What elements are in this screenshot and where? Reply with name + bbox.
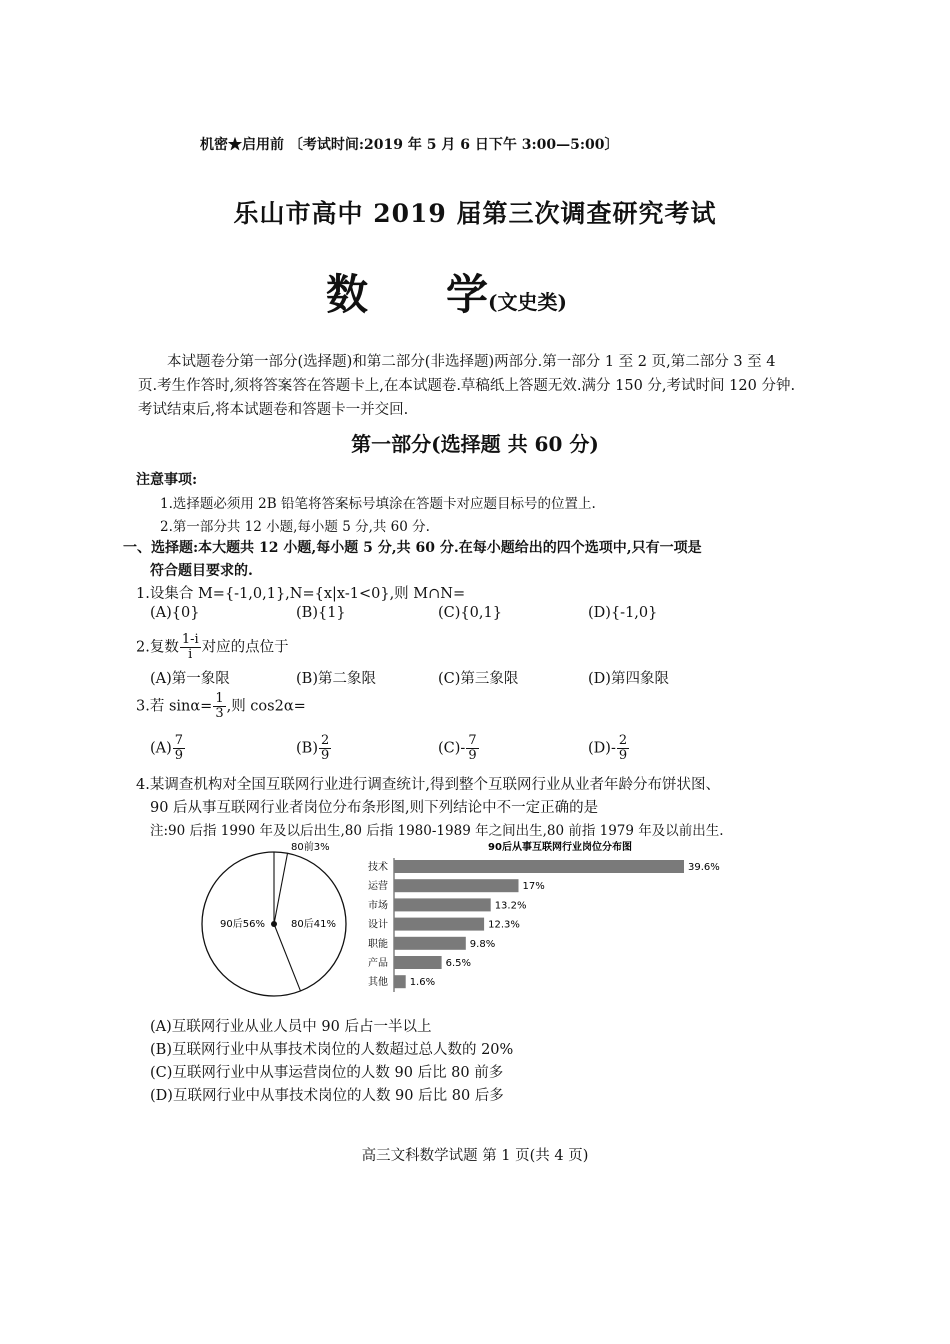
q4-stem-line2: 90 后从事互联网行业者岗位分布条形图,则下列结论中不一定正确的是 [150,800,599,816]
q3-stem-pre: 3.若 sinα= [136,698,213,715]
q3-option-a [150,734,186,763]
bar-6 [394,975,406,988]
notice-heading: 注意事项: [136,472,198,488]
bar-value-label: 39.6% [688,862,720,873]
q3-d-label: (D)- [588,740,616,757]
bar-0 [394,860,684,873]
bar-category-label: 技术 [368,862,388,873]
bar-value-label: 6.5% [445,958,472,969]
q3-d-fraction [617,734,629,763]
pie-label-90: 90后56% [220,919,265,930]
bar-value-label: 9.8% [469,938,496,950]
job-bar-chart [360,838,760,998]
bar-value-label: 12.3% [488,919,520,931]
q3-a-den: 9 [174,748,184,763]
q4-option-a: (A)互联网行业从业人员中 90 后占一半以上 [150,1019,432,1035]
bar-1 [394,879,519,892]
bar-2 [394,898,491,911]
q4-stem-line1: 4.某调查机构对全国互联网行业进行调查统计,得到整个互联网行业从业者年龄分布饼状图、 [136,777,720,793]
q3-frac-num: 1 [215,691,224,706]
q3-option-d [588,734,630,763]
q2-stem-pre: 2.复数 [136,639,179,656]
bar-category-label: 产品 [368,958,388,969]
bar-category-label: 其他 [368,977,388,989]
pie-center-dot [271,921,277,927]
part1-title: 第一部分(选择题 共 60 分) [351,432,599,456]
bar-category-label: 运营 [368,881,388,893]
q3-a-fraction [173,734,185,763]
bar-5 [394,956,442,969]
q2-fraction [180,633,201,662]
section-instructions-line2: 符合题目要求的. [150,563,253,579]
subject-title [326,262,567,322]
bar-value-label: 1.6% [409,977,436,989]
q1-option-a: (A){0} [150,605,200,621]
q3-b-den: 9 [320,748,330,763]
pie-label-80: 80后41% [291,919,336,930]
q2-option-d: (D)第四象限 [588,671,669,687]
q4-note: 注:90 后指 1990 年及以后出生,80 后指 1980-1989 年之间出生,80 前指 1979 年及以前出生. [150,823,724,839]
q2-option-a: (A)第一象限 [150,671,230,687]
subject-type: (文史类) [488,290,567,314]
q2-option-c: (C)第三象限 [438,671,519,687]
bar-value-label: 17% [522,881,545,893]
notice-item-1: 1.选择题必须用 2B 铅笔将答案标号填涂在答题卡对应题目标号的位置上. [160,496,596,512]
pie-boundary-1 [274,853,288,924]
bar-3 [394,918,484,931]
q3-frac-den: 3 [215,706,224,721]
q2-stem-post: 对应的点位于 [201,639,289,656]
pie-label-80qian: 80前3% [291,842,330,853]
q2-option-b: (B)第二象限 [296,671,376,687]
q3-b-fraction [319,734,331,763]
q4-option-c: (C)互联网行业中从事运营岗位的人数 90 后比 80 前多 [150,1065,504,1081]
section-instructions-line1: 一、选择题:本大题共 12 小题,每小题 5 分,共 60 分.在每小题给出的四个选项中,只有一项是 [123,540,702,556]
q1-stem: 1.设集合 M={-1,0,1},N={x|x-1<0},则 M∩N= [136,586,466,602]
q1-option-c: (C){0,1} [438,605,502,621]
q3-option-c [438,734,480,763]
q3-c-fraction [466,734,478,763]
q3-c-num: 7 [468,733,477,748]
confidential-line: 机密★启用前 〔考试时间:2019 年 5 月 6 日下午 3:00—5:00〕 [200,137,619,153]
q2-stem [136,633,289,662]
q2-frac-den: i [188,647,193,662]
bar-4 [394,937,466,950]
q3-fraction [213,692,225,721]
q4-option-b: (B)互联网行业中从事技术岗位的人数超过总人数的 20% [150,1042,514,1058]
q2-frac-num: 1-i [181,632,199,647]
q1-option-b: (B){1} [296,605,346,621]
bar-category-label: 职能 [368,938,388,950]
q3-d-den: 9 [618,748,628,763]
q4-option-d: (D)互联网行业中从事技术岗位的人数 90 后比 80 后多 [150,1088,504,1104]
q3-option-b [296,734,332,763]
intro-paragraph: 本试题卷分第一部分(选择题)和第二部分(非选择题)两部分.第一部分 1 至 2 页,第二部分 3 至 4 页.考生作答时,须将答案答在答题卡上,在本试题卷.草稿纸上答题无效.满分 150 分,考试时间 120 分钟.考试结束后,将本试题卷和答题卡一并交回. [138,354,796,418]
bar-category-label: 市场 [368,900,388,912]
q3-stem [136,692,306,721]
q3-stem-post: ,则 cos2α= [226,698,306,715]
subject-char-2: 学 [446,270,489,319]
q3-c-den: 9 [468,748,477,763]
subject-char-1: 数 [326,270,369,319]
page-footer: 高三文科数学试题 第 1 页(共 4 页) [361,1148,589,1164]
q3-d-num: 2 [618,733,628,748]
q3-a-num: 7 [174,733,184,748]
q3-b-num: 2 [320,733,330,748]
q3-c-label: (C)- [438,740,466,757]
exam-title: 乐山市高中 2019 届第三次调查研究考试 [233,199,717,228]
q3-b-label: (B) [296,740,318,757]
age-pie-chart [200,838,360,1018]
q1-option-d: (D){-1,0} [588,605,658,621]
pie-boundary-2 [274,924,301,991]
notice-item-2: 2.第一部分共 12 小题,每小题 5 分,共 60 分. [160,519,430,535]
q3-a-label: (A) [150,740,172,757]
bar-chart-title: 90后从事互联网行业岗位分布图 [488,842,632,853]
bar-value-label: 13.2% [494,900,527,912]
bar-category-label: 设计 [368,919,388,931]
